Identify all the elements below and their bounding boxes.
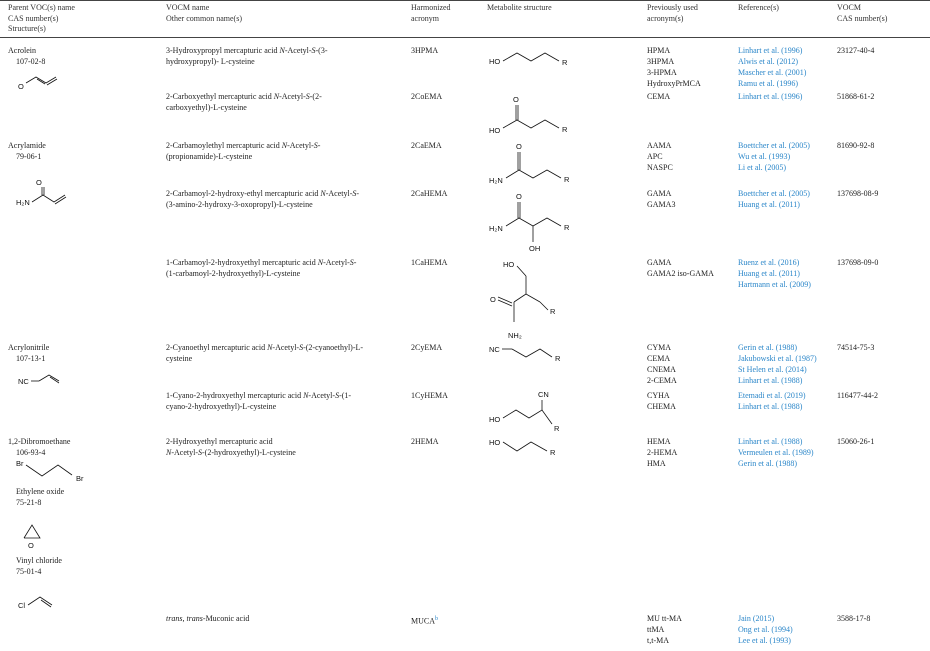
parent-acrylonitrile-cas: 107-13-1 <box>16 354 46 363</box>
acrylonitrile-nc-label: NC <box>18 377 29 386</box>
row-2cahema-vocm-line2: (3-amino-2-hydroxy-3-oxopropyl)-L-cysteine <box>166 200 313 209</box>
row-3hpma-ref-3[interactable]: Mascher et al. (2001) <box>738 68 807 77</box>
acrylamide-o-label: O <box>36 178 42 187</box>
row-2cahema-prev-1: GAMA <box>647 189 672 198</box>
top-rule <box>0 0 930 1</box>
acrolein-structure <box>14 70 74 96</box>
acrolein-o-label: O <box>18 82 24 91</box>
header-metabolite-structure: Metabolite structure <box>487 3 552 12</box>
row-1cahema-vocm-line1: 1-Carbamoyl-2-hydroxyethyl mercapturic acid N-Acetyl-S- <box>166 258 357 267</box>
row-1cahema-cas: 137698-09-0 <box>837 258 879 267</box>
row-2hema-cas: 15060-26-1 <box>837 437 875 446</box>
svg-text:O: O <box>490 295 496 304</box>
header-vocm-cas: VOCM <box>837 3 862 12</box>
row-2hema-prev-2: 2-HEMA <box>647 448 678 457</box>
row-2caema-vocm-line1: 2-Carbamoylethyl mercapturic acid N-Acetyl-S- <box>166 141 321 150</box>
svg-text:H₂N: H₂N <box>489 224 503 233</box>
svg-text:OH: OH <box>529 244 541 253</box>
parent-acrylamide-cas: 79-06-1 <box>16 152 42 161</box>
row-3hpma-ref-4[interactable]: Ramu et al. (1996) <box>738 79 798 88</box>
header-acronym: acronym <box>411 13 439 23</box>
parent-dibromoethane-name: 1,2-Dibromoethane <box>8 437 71 446</box>
parent-vinyl-chloride-cas: 75-01-4 <box>16 567 42 576</box>
row-2coema-cas: 51868-61-2 <box>837 92 875 101</box>
row-3hpma-harmonized: 3HPMA <box>411 46 439 55</box>
row-1cyhema-structure <box>486 388 586 434</box>
row-2hema-prev-3: HMA <box>647 459 666 468</box>
dibromo-br-left: Br <box>16 459 24 468</box>
row-2coema-harmonized: 2CoEMA <box>411 92 443 101</box>
row-muca-cas: 3588-17-8 <box>837 614 871 623</box>
row-2hema-ref-2[interactable]: Vermeulen et al. (1989) <box>738 448 814 457</box>
svg-text:HO: HO <box>503 260 515 269</box>
row-2cyema-ref-2[interactable]: Jakubowski et al. (1987) <box>738 354 817 363</box>
svg-text:R: R <box>564 175 570 184</box>
dibromoethane-structure <box>14 458 104 486</box>
row-2cyema-prev-4: 2-CEMA <box>647 376 677 385</box>
row-2caema-ref-2[interactable]: Wu et al. (1993) <box>738 152 791 161</box>
row-3hpma-prev-2: 3HPMA <box>647 57 675 66</box>
row-2cahema-structure <box>486 190 586 256</box>
svg-text:O: O <box>516 192 522 201</box>
row-2cahema-vocm-line1: 2-Carbamoyl-2-hydroxy-ethyl mercapturic acid N-Acetyl-S- <box>166 189 360 198</box>
row-muca-ref-1[interactable]: Jain (2015) <box>738 614 775 623</box>
parent-acrolein-name: Acrolein <box>8 46 36 55</box>
row-2cyema-vocm-line1: 2-Cyanoethyl mercapturic acid N-Acetyl-S-(2-cyanoethyl)-L- <box>166 343 364 352</box>
header-rule <box>0 37 930 38</box>
row-3hpma-cas: 23127-40-4 <box>837 46 875 55</box>
svg-text:O: O <box>516 142 522 151</box>
header-parent-name: Parent VOC(s) name <box>8 3 75 12</box>
row-1cahema-vocm-line2: (1-carbamoyl-2-hydroxyethyl)-L-cysteine <box>166 269 301 278</box>
parent-acrolein-cas: 107-02-8 <box>16 57 46 66</box>
row-2hema-prev-1: HEMA <box>647 437 671 446</box>
row-2caema-prev-1: AAMA <box>647 141 672 150</box>
row-1cahema-ref-3[interactable]: Hartmann et al. (2009) <box>738 280 811 289</box>
row-3hpma-vocm-line1: 3-Hydroxypropyl mercapturic acid N-Acetyl-S-(3- <box>166 46 328 55</box>
row-1cyhema-harmonized: 1CyHEMA <box>411 391 448 400</box>
svg-text:R: R <box>564 223 570 232</box>
parent-ethylene-oxide-name: Ethylene oxide <box>16 487 65 496</box>
parent-ethylene-oxide-cas: 75-21-8 <box>16 498 42 507</box>
row-2cyema-cas: 74514-75-3 <box>837 343 875 352</box>
row-2cyema-prev-2: CEMA <box>647 354 671 363</box>
header-previously-used: Previously used <box>647 3 698 12</box>
svg-text:HO: HO <box>489 57 501 66</box>
row-2caema-ref-3[interactable]: Li et al. (2005) <box>738 163 786 172</box>
row-2cyema-ref-1[interactable]: Gerin et al. (1988) <box>738 343 798 352</box>
ethylene-oxide-structure <box>14 520 54 550</box>
row-muca-ref-3[interactable]: Lee et al. (1993) <box>738 636 791 645</box>
row-1cyhema-cas: 116477-44-2 <box>837 391 879 400</box>
row-3hpma-prev-4: HydroxyPrMCA <box>647 79 701 88</box>
parent-vinyl-chloride-name: Vinyl chloride <box>16 556 62 565</box>
svg-text:R: R <box>554 424 560 433</box>
row-2cyema-vocm-line2: cysteine <box>166 354 193 363</box>
row-2cahema-harmonized: 2CaHEMA <box>411 189 448 198</box>
ethylene-oxide-o-label: O <box>28 541 34 550</box>
acrylonitrile-structure <box>14 370 84 390</box>
row-1cyhema-vocm-line1: 1-Cyano-2-hydroxyethyl mercapturic acid N-Acetyl-S-(1- <box>166 391 352 400</box>
vinyl-chloride-structure <box>14 590 84 614</box>
row-2cyema-harmonized: 2CyEMA <box>411 343 443 352</box>
acrylamide-structure <box>14 178 94 214</box>
row-1cyhema-prev-1: CYHA <box>647 391 670 400</box>
header-previous-acronyms: acronym(s) <box>647 13 684 23</box>
row-muca-prev-2: ttMA <box>647 625 665 634</box>
svg-text:R: R <box>550 448 556 457</box>
row-3hpma-vocm-line2: hydroxypropyl)- L-cysteine <box>166 57 255 66</box>
row-2cyema-ref-3[interactable]: St Helen et al. (2014) <box>738 365 807 374</box>
row-muca-footnote-b[interactable]: b <box>435 616 439 622</box>
parent-dibromoethane-cas: 106-93-4 <box>16 448 46 457</box>
row-2cyema-ref-4[interactable]: Linhart et al. (1988) <box>738 376 803 385</box>
svg-text:R: R <box>562 125 568 134</box>
row-2hema-vocm-line1: 2-Hydroxyethyl mercapturic acid <box>166 437 273 446</box>
row-1cahema-ref-2[interactable]: Huang et al. (2011) <box>738 269 800 278</box>
row-2caema-vocm-line2: (propionamide)-L-cysteine <box>166 152 253 161</box>
row-1cyhema-vocm-line2: cyano-2-hydroxyethyl)-L-cysteine <box>166 402 277 411</box>
svg-text:CN: CN <box>538 390 549 399</box>
parent-acrylonitrile-name: Acrylonitrile <box>8 343 50 352</box>
row-muca-vocm: trans, trans-Muconic acid <box>166 614 250 623</box>
row-muca-harmonized: MUCA$^b$ <box>411 616 439 626</box>
row-2coema-prev-1: CEMA <box>647 92 671 101</box>
header-parent-structure: Structure(s) <box>8 24 46 33</box>
row-2hema-harmonized: 2HEMA <box>411 437 439 446</box>
header-parent-cas: CAS number(s) <box>8 13 59 23</box>
row-2cyema-prev-3: CNEMA <box>647 365 676 374</box>
row-1cahema-structure <box>486 256 586 342</box>
row-2caema-prev-3: NASPC <box>647 163 673 172</box>
parent-acrylamide-name: Acrylamide <box>8 141 46 150</box>
row-2hema-vocm-line2: N-Acetyl-S-(2-hydroxyethyl)-L-cysteine <box>166 448 296 457</box>
svg-text:HO: HO <box>489 438 501 447</box>
svg-text:HO: HO <box>489 415 501 424</box>
row-1cyhema-ref-2[interactable]: Linhart et al. (1988) <box>738 402 803 411</box>
row-3hpma-ref-1[interactable]: Linhart et al. (1996) <box>738 46 803 55</box>
row-1cyhema-prev-2: CHEMA <box>647 402 676 411</box>
svg-text:O: O <box>513 95 519 104</box>
row-2coema-vocm-line2: carboxyethyl)-L-cysteine <box>166 103 247 112</box>
acrylamide-h2n-label: H₂N <box>16 198 30 207</box>
row-3hpma-prev-1: HPMA <box>647 46 671 55</box>
header-cas-numbers: CAS number(s) <box>837 13 888 23</box>
vinyl-chloride-cl-label: Cl <box>18 601 26 610</box>
row-3hpma-structure <box>486 48 586 70</box>
row-2caema-prev-2: APC <box>647 152 663 161</box>
row-1cyhema-ref-1[interactable]: Etemadi et al. (2019) <box>738 391 806 400</box>
row-2cahema-ref-1[interactable]: Boettcher et al. (2005) <box>738 189 810 198</box>
row-2caema-harmonized: 2CaEMA <box>411 141 442 150</box>
svg-text:R: R <box>550 307 556 316</box>
row-2caema-ref-1[interactable]: Boettcher et al. (2005) <box>738 141 810 150</box>
header-other-names: Other common name(s) <box>166 13 242 23</box>
row-2coema-ref-1[interactable]: Linhart et al. (1996) <box>738 92 803 101</box>
row-2cahema-ref-2[interactable]: Huang et al. (2011) <box>738 200 800 209</box>
row-3hpma-ref-2[interactable]: Alwis et al. (2012) <box>738 57 798 66</box>
row-2hema-structure <box>486 434 586 460</box>
row-2hema-ref-3[interactable]: Gerin et al. (1988) <box>738 459 798 468</box>
row-2cahema-cas: 137698-08-9 <box>837 189 879 198</box>
header-vocm-name: VOCM name <box>166 3 210 12</box>
row-muca-ref-2[interactable]: Ong et al. (1994) <box>738 625 793 634</box>
row-1cahema-ref-1[interactable]: Ruenz et al. (2016) <box>738 258 800 267</box>
svg-text:R: R <box>562 58 568 67</box>
row-3hpma-prev-3: 3-HPMA <box>647 68 677 77</box>
row-2coema-structure <box>486 94 586 136</box>
row-2cahema-prev-2: GAMA3 <box>647 200 676 209</box>
svg-text:HO: HO <box>489 126 501 135</box>
header-harmonized: Harmonized <box>411 3 451 12</box>
row-2hema-ref-1[interactable]: Linhart et al. (1988) <box>738 437 803 446</box>
svg-text:NC: NC <box>489 345 500 354</box>
row-1cahema-prev-2: GAMA2 iso-GAMA <box>647 269 714 278</box>
row-2cyema-structure <box>486 340 586 364</box>
row-1cahema-prev-1: GAMA <box>647 258 672 267</box>
svg-text:NH₂: NH₂ <box>508 331 522 340</box>
row-2coema-vocm-line1: 2-Carboxyethyl mercapturic acid N-Acetyl-S-(2- <box>166 92 322 101</box>
svg-text:H₂N: H₂N <box>489 176 503 185</box>
header-references: Reference(s) <box>738 3 779 12</box>
svg-text:R: R <box>555 354 561 363</box>
row-2caema-cas: 81690-92-8 <box>837 141 875 150</box>
row-2cyema-prev-1: CYMA <box>647 343 672 352</box>
row-muca-prev-3: t,t-MA <box>647 636 669 645</box>
dibromo-br-right: Br <box>76 474 84 483</box>
row-1cahema-harmonized: 1CaHEMA <box>411 258 448 267</box>
row-muca-prev-1: MU tt-MA <box>647 614 682 623</box>
row-2caema-structure <box>486 140 586 186</box>
